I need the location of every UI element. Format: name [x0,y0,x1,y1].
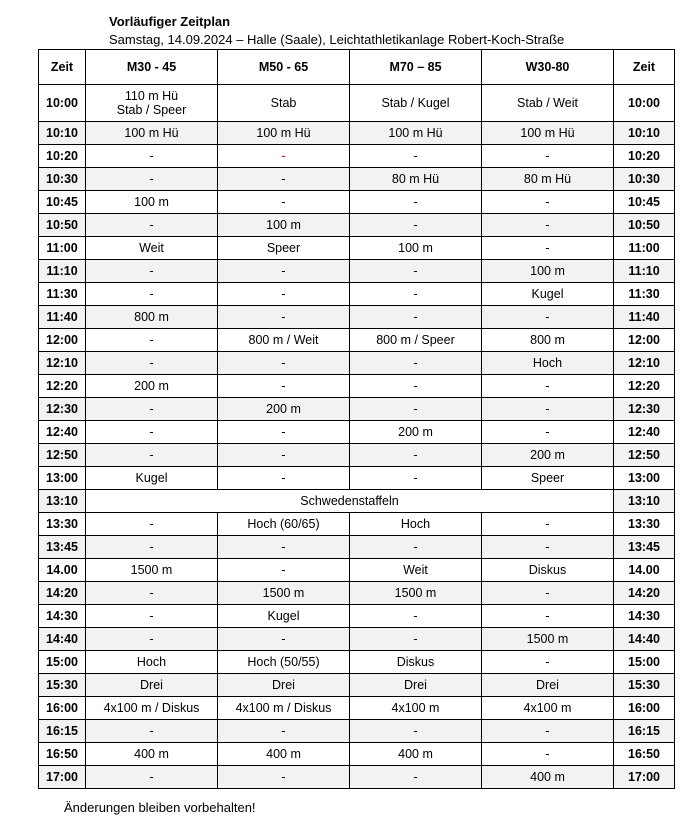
event-cell: Hoch [86,651,218,674]
table-row [39,168,675,191]
event-cell: Stab / Weit [482,85,614,122]
event-cell: - [350,375,482,398]
event-cell: 100 m Hü [350,122,482,145]
event-cell: - [482,306,614,329]
event-cell: - [350,720,482,743]
event-cell: 1500 m [350,582,482,605]
table-row [39,444,675,467]
event-cell: - [350,628,482,651]
table-row [39,145,675,168]
event-cell: Hoch (50/55) [218,651,350,674]
event-cell: - [86,329,218,352]
event-cell: - [86,536,218,559]
header-w30-80: W30-80 [482,50,614,85]
time-cell-right: 16:00 [614,697,675,720]
event-cell: Hoch (60/65) [218,513,350,536]
event-cell: - [218,536,350,559]
event-cell: 100 m [218,214,350,237]
table-row [39,191,675,214]
time-cell: 14:30 [39,605,86,628]
time-cell: 11:30 [39,283,86,306]
event-cell: 400 m [86,743,218,766]
event-cell: - [218,421,350,444]
event-cell: 4x100 m / Diskus [218,697,350,720]
time-cell-right: 10:50 [614,214,675,237]
event-cell: - [86,582,218,605]
event-cell: - [350,145,482,168]
schedule-table [38,49,675,789]
time-cell-right: 14:20 [614,582,675,605]
time-cell: 12:50 [39,444,86,467]
time-cell: 11:00 [39,237,86,260]
header-time-right: Zeit [614,50,675,85]
event-cell: Drei [482,674,614,697]
time-cell: 11:10 [39,260,86,283]
time-cell-right: 16:50 [614,743,675,766]
event-cell: 200 m [350,421,482,444]
time-cell: 10:50 [39,214,86,237]
time-cell-right: 15:30 [614,674,675,697]
time-cell-right: 12:10 [614,352,675,375]
event-cell: 80 m Hü [350,168,482,191]
table-row [39,490,675,513]
event-cell: - [86,168,218,191]
event-cell: 1500 m [86,559,218,582]
time-cell-right: 13:00 [614,467,675,490]
time-cell: 13:30 [39,513,86,536]
time-cell: 14:20 [39,582,86,605]
event-cell: - [482,145,614,168]
event-cell: Drei [86,674,218,697]
event-cell: 110 m Hü Stab / Speer [86,85,218,122]
time-cell-right: 10:45 [614,191,675,214]
time-cell-right: 11:10 [614,260,675,283]
table-row [39,720,675,743]
time-cell: 10:20 [39,145,86,168]
event-cell: - [218,375,350,398]
event-cell: 100 m Hü [86,122,218,145]
event-cell: - [482,743,614,766]
header-m50-65: M50 - 65 [218,50,350,85]
header-row [39,50,675,85]
event-cell: - [218,444,350,467]
event-cell: 400 m [482,766,614,789]
table-row [39,582,675,605]
time-cell: 10:30 [39,168,86,191]
event-cell: - [482,582,614,605]
event-cell: 100 m [86,191,218,214]
time-cell-right: 12:30 [614,398,675,421]
event-cell: 800 m [482,329,614,352]
time-cell-right: 11:30 [614,283,675,306]
event-cell: - [350,398,482,421]
event-cell: - [86,766,218,789]
event-cell: 200 m [482,444,614,467]
time-cell: 10:10 [39,122,86,145]
event-cell: 1500 m [218,582,350,605]
time-cell-right: 12:50 [614,444,675,467]
time-cell-right: 17:00 [614,766,675,789]
event-cell: - [350,352,482,375]
event-cell: 200 m [218,398,350,421]
table-row [39,674,675,697]
event-cell: - [482,375,614,398]
footer-note: Änderungen bleiben vorbehalten! [64,800,256,815]
table-row [39,214,675,237]
event-cell: - [86,214,218,237]
event-cell: 100 m [482,260,614,283]
time-cell-right: 10:10 [614,122,675,145]
event-cell: - [350,536,482,559]
event-cell: 100 m Hü [218,122,350,145]
event-cell: - [482,720,614,743]
event-cell: - [218,352,350,375]
header-m70-85: M70 – 85 [350,50,482,85]
table-row [39,651,675,674]
event-cell: - [350,191,482,214]
table-row [39,513,675,536]
table-row [39,398,675,421]
table-row [39,122,675,145]
page-subtitle: Samstag, 14.09.2024 – Halle (Saale), Leichtathletikanlage Robert-Koch-Straße [109,32,565,47]
time-cell-right: 11:00 [614,237,675,260]
event-cell: 800 m [86,306,218,329]
time-cell: 14.00 [39,559,86,582]
event-cell: - [86,352,218,375]
time-cell: 10:45 [39,191,86,214]
event-cell: 4x100 m [350,697,482,720]
table-row [39,85,675,122]
header-m30-45: M30 - 45 [86,50,218,85]
time-cell: 10:00 [39,85,86,122]
event-cell: 100 m Hü [482,122,614,145]
time-cell-right: 13:45 [614,536,675,559]
event-cell: - [218,720,350,743]
event-cell: - [218,628,350,651]
time-cell-right: 12:00 [614,329,675,352]
event-cell: - [218,168,350,191]
event-cell: Diskus [482,559,614,582]
time-cell: 14:40 [39,628,86,651]
table-row [39,628,675,651]
event-cell: Speer [482,467,614,490]
event-cell: - [218,559,350,582]
event-cell: 400 m [350,743,482,766]
event-cell: 4x100 m [482,697,614,720]
event-cell: - [350,766,482,789]
event-cell: Hoch [350,513,482,536]
event-cell: - [350,214,482,237]
table-row [39,536,675,559]
event-cell: - [482,191,614,214]
time-cell: 16:15 [39,720,86,743]
event-cell: 100 m [350,237,482,260]
time-cell-right: 12:40 [614,421,675,444]
schedule-body [39,85,675,789]
merged-event-cell: Schwedenstaffeln [86,490,614,513]
time-cell: 12:20 [39,375,86,398]
table-row [39,329,675,352]
event-cell: - [482,605,614,628]
event-cell: Kugel [86,467,218,490]
event-cell: - [482,536,614,559]
time-cell: 15:00 [39,651,86,674]
table-row [39,467,675,490]
event-cell: - [350,605,482,628]
event-cell: - [482,214,614,237]
time-cell: 13:10 [39,490,86,513]
time-cell: 13:45 [39,536,86,559]
page-title: Vorläufiger Zeitplan [109,14,231,29]
event-cell: Weit [350,559,482,582]
table-row [39,605,675,628]
time-cell: 16:00 [39,697,86,720]
time-cell: 12:00 [39,329,86,352]
time-cell-right: 14.00 [614,559,675,582]
time-cell-right: 13:10 [614,490,675,513]
time-cell-right: 11:40 [614,306,675,329]
table-row [39,260,675,283]
event-cell: Hoch [482,352,614,375]
time-cell-right: 14:40 [614,628,675,651]
event-cell: - [86,398,218,421]
event-cell: - [482,398,614,421]
table-row [39,559,675,582]
event-cell: - [218,467,350,490]
event-cell: - [86,513,218,536]
table-row [39,743,675,766]
event-cell: Speer [218,237,350,260]
table-row [39,375,675,398]
event-cell: - [86,628,218,651]
event-cell: - [218,766,350,789]
event-cell: 4x100 m / Diskus [86,697,218,720]
event-cell: 800 m / Speer [350,329,482,352]
table-row [39,352,675,375]
event-cell: - [482,651,614,674]
time-cell-right: 10:00 [614,85,675,122]
event-cell: - [482,421,614,444]
table-row [39,421,675,444]
time-cell: 17:00 [39,766,86,789]
event-cell: Weit [86,237,218,260]
time-cell-right: 15:00 [614,651,675,674]
table-row [39,283,675,306]
time-cell: 12:30 [39,398,86,421]
time-cell-right: 10:30 [614,168,675,191]
event-cell: - [350,283,482,306]
event-cell: Stab [218,85,350,122]
time-cell-right: 13:30 [614,513,675,536]
time-cell: 12:40 [39,421,86,444]
event-cell: - [350,306,482,329]
table-row [39,697,675,720]
event-cell: - [350,444,482,467]
table-row [39,766,675,789]
event-cell: - [86,260,218,283]
table-row [39,237,675,260]
event-cell: Drei [218,674,350,697]
event-cell: - [482,237,614,260]
event-cell: - [218,283,350,306]
event-cell: 800 m / Weit [218,329,350,352]
header-time: Zeit [39,50,86,85]
table-row [39,306,675,329]
event-cell: - [350,467,482,490]
event-cell: Diskus [350,651,482,674]
event-cell: - [218,191,350,214]
event-cell: - [86,605,218,628]
event-cell: - [86,720,218,743]
time-cell: 11:40 [39,306,86,329]
time-cell-right: 12:20 [614,375,675,398]
event-cell: 1500 m [482,628,614,651]
event-cell: 80 m Hü [482,168,614,191]
event-cell: - [86,145,218,168]
event-cell: - [218,145,350,168]
event-cell: - [350,260,482,283]
time-cell: 16:50 [39,743,86,766]
time-cell: 15:30 [39,674,86,697]
event-cell: - [86,283,218,306]
time-cell-right: 14:30 [614,605,675,628]
event-cell: Kugel [218,605,350,628]
time-cell: 12:10 [39,352,86,375]
time-cell-right: 10:20 [614,145,675,168]
event-cell: 400 m [218,743,350,766]
event-cell: 200 m [86,375,218,398]
event-cell: Stab / Kugel [350,85,482,122]
event-cell: Drei [350,674,482,697]
event-cell: Kugel [482,283,614,306]
event-cell: - [86,444,218,467]
event-cell: - [218,306,350,329]
event-cell: - [86,421,218,444]
event-cell: - [218,260,350,283]
time-cell: 13:00 [39,467,86,490]
time-cell-right: 16:15 [614,720,675,743]
event-cell: - [482,513,614,536]
